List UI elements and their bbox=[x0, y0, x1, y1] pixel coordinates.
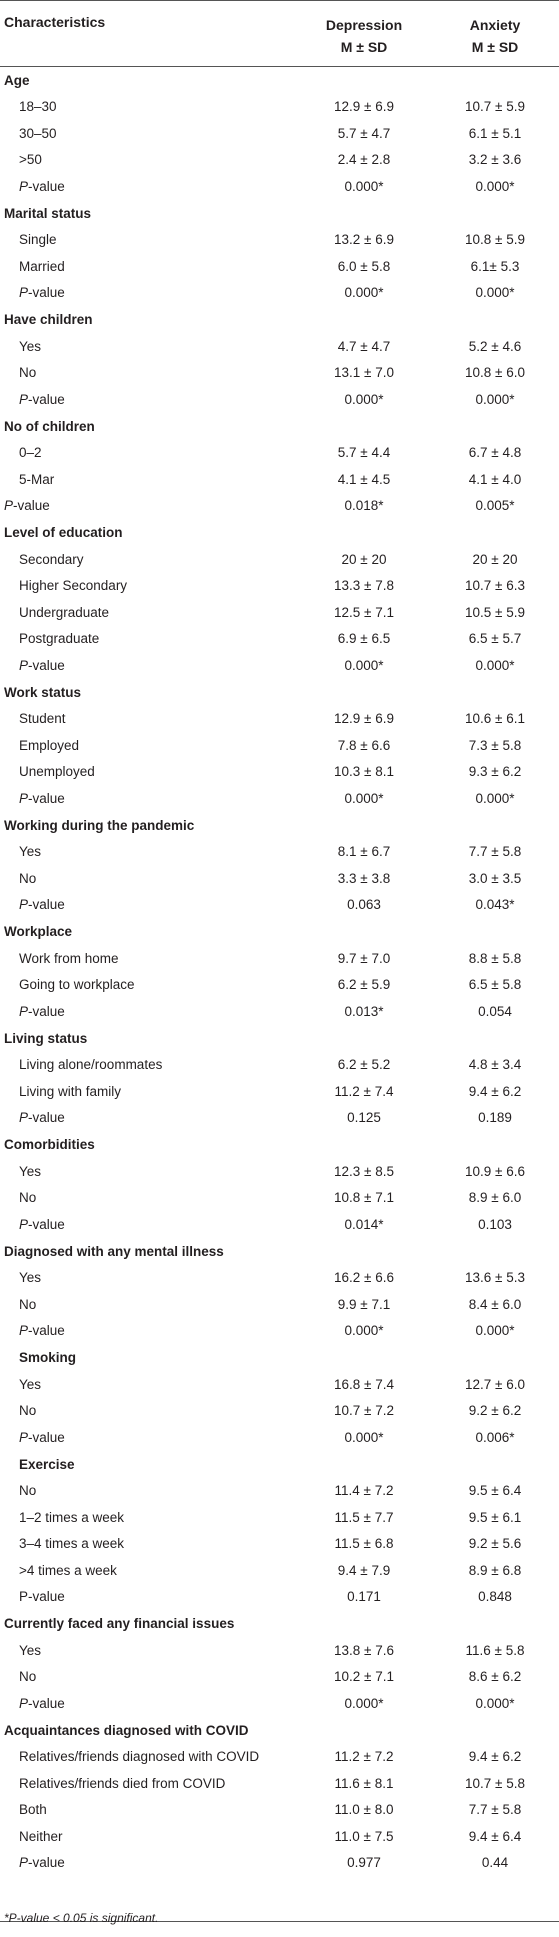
depression-value: 10.8 ± 7.1 bbox=[334, 1190, 394, 1206]
table-row bbox=[0, 945, 559, 972]
depression-value: 9.4 ± 7.9 bbox=[337, 1562, 391, 1578]
depression-value: 12.5 ± 7.1 bbox=[334, 604, 394, 620]
table-row bbox=[0, 147, 559, 174]
table-header-row bbox=[0, 1, 559, 67]
p-suffix: -value bbox=[28, 897, 65, 913]
p-italic: P bbox=[19, 657, 29, 673]
p-value-row bbox=[0, 998, 559, 1025]
depression-value: 9.9 ± 7.1 bbox=[337, 1296, 391, 1312]
p-suffix: -value bbox=[28, 285, 65, 301]
depression-value: 12.3 ± 8.5 bbox=[334, 1163, 394, 1179]
table-row bbox=[0, 227, 559, 254]
depression-value: 0.000* bbox=[344, 1695, 384, 1711]
depression-value: 12.9 ± 6.9 bbox=[334, 99, 394, 115]
p-value-row bbox=[0, 1211, 559, 1238]
p-suffix: -value bbox=[28, 790, 65, 806]
section-header-row bbox=[0, 519, 559, 546]
row-label: Secondary bbox=[19, 551, 84, 567]
row-label: Single bbox=[19, 232, 57, 248]
row-label: Yes bbox=[19, 844, 42, 860]
depression-value: 20 ± 20 bbox=[341, 551, 387, 567]
row-label: Yes bbox=[19, 1376, 42, 1392]
depression-value: 11.0 ± 7.5 bbox=[334, 1828, 394, 1844]
depression-value: 0.000* bbox=[344, 1323, 384, 1339]
depression-value: 16.2 ± 6.6 bbox=[334, 1270, 394, 1286]
table-row bbox=[0, 1797, 559, 1824]
anxiety-value: 10.8 ± 5.9 bbox=[465, 232, 525, 248]
table-row bbox=[0, 253, 559, 280]
depression-value: 6.0 ± 5.8 bbox=[337, 258, 391, 274]
anxiety-value: 0.000* bbox=[475, 391, 515, 407]
header-depression-title: Depression bbox=[325, 17, 403, 33]
depression-value: 0.014* bbox=[344, 1216, 384, 1232]
depression-value: 11.0 ± 8.0 bbox=[334, 1802, 394, 1818]
depression-value: 13.1 ± 7.0 bbox=[334, 365, 394, 381]
section-title: Level of education bbox=[4, 525, 123, 540]
depression-value: 0.063 bbox=[347, 897, 381, 913]
p-suffix: -value bbox=[28, 1695, 65, 1711]
row-label: Neither bbox=[19, 1828, 63, 1844]
anxiety-value: 6.1 ± 5.1 bbox=[468, 125, 522, 141]
p-value-row bbox=[0, 1850, 559, 1877]
section-header-row bbox=[0, 1451, 559, 1478]
row-label: 0–2 bbox=[19, 445, 42, 461]
section-header-row bbox=[0, 812, 559, 839]
row-label: 18–30 bbox=[19, 99, 57, 115]
section-title: Diagnosed with any mental illness bbox=[4, 1243, 224, 1259]
anxiety-value: 10.7 ± 5.8 bbox=[465, 1775, 525, 1791]
p-value-row bbox=[0, 173, 559, 200]
table-row bbox=[0, 573, 559, 600]
section-title: No of children bbox=[4, 418, 95, 434]
section-header-row bbox=[0, 679, 559, 706]
row-label: P-value bbox=[19, 1589, 65, 1605]
depression-value: 7.8 ± 6.6 bbox=[337, 737, 391, 753]
section-header-row bbox=[0, 918, 559, 945]
table-row bbox=[0, 1291, 559, 1318]
anxiety-value: 0.005* bbox=[475, 498, 515, 514]
anxiety-value: 7.7 ± 5.8 bbox=[468, 844, 522, 860]
table-row bbox=[0, 1664, 559, 1691]
row-label: Going to workplace bbox=[19, 977, 135, 993]
table-row bbox=[0, 759, 559, 786]
anxiety-value: 8.6 ± 6.2 bbox=[468, 1669, 522, 1685]
p-value-label bbox=[0, 1424, 297, 1451]
header-characteristics: Characteristics bbox=[4, 14, 106, 30]
table-row bbox=[0, 1557, 559, 1584]
table-row bbox=[0, 599, 559, 626]
row-label: >4 times a week bbox=[19, 1562, 117, 1578]
anxiety-value: 6.5 ± 5.7 bbox=[468, 631, 522, 647]
anxiety-value: 4.8 ± 3.4 bbox=[468, 1057, 522, 1073]
anxiety-value: 9.2 ± 6.2 bbox=[468, 1403, 522, 1419]
anxiety-value: 9.5 ± 6.1 bbox=[468, 1509, 522, 1525]
table-row bbox=[0, 1584, 559, 1611]
depression-value: 0.171 bbox=[347, 1589, 381, 1605]
p-suffix: -value bbox=[28, 1855, 65, 1871]
table-row bbox=[0, 1637, 559, 1664]
table-row bbox=[0, 972, 559, 999]
p-value-label bbox=[0, 652, 297, 679]
p-value-label bbox=[0, 892, 297, 919]
p-value-label bbox=[0, 386, 297, 413]
depression-value: 4.1 ± 4.5 bbox=[337, 471, 391, 487]
anxiety-value: 0.000* bbox=[475, 1695, 515, 1711]
anxiety-value: 0.043* bbox=[475, 897, 515, 913]
row-label: No bbox=[19, 1190, 37, 1206]
row-label: No bbox=[19, 1669, 37, 1685]
row-label: Living alone/roommates bbox=[19, 1057, 163, 1073]
p-value-label bbox=[0, 280, 297, 307]
depression-value: 0.000* bbox=[344, 391, 384, 407]
anxiety-value: 0.054 bbox=[478, 1003, 512, 1019]
table-row bbox=[0, 333, 559, 360]
anxiety-value: 0.000* bbox=[475, 657, 515, 673]
anxiety-value: 0.103 bbox=[478, 1216, 512, 1232]
row-label: Yes bbox=[19, 1270, 42, 1286]
anxiety-value: 11.6 ± 5.8 bbox=[465, 1642, 525, 1658]
depression-value: 10.2 ± 7.1 bbox=[334, 1669, 394, 1685]
depression-value: 16.8 ± 7.4 bbox=[334, 1376, 394, 1392]
section-header-row bbox=[0, 1610, 559, 1637]
row-label: Yes bbox=[19, 1642, 42, 1658]
depression-value: 11.4 ± 7.2 bbox=[334, 1483, 394, 1499]
row-label: 1–2 times a week bbox=[19, 1509, 125, 1525]
row-label: No bbox=[19, 1296, 37, 1312]
p-value-row bbox=[0, 1105, 559, 1132]
depression-value: 13.3 ± 7.8 bbox=[334, 578, 394, 594]
anxiety-value: 9.4 ± 6.2 bbox=[468, 1749, 522, 1765]
depression-value: 6.2 ± 5.2 bbox=[337, 1057, 391, 1073]
table-body bbox=[0, 67, 559, 1877]
table-row bbox=[0, 1371, 559, 1398]
anxiety-value: 8.8 ± 5.8 bbox=[468, 950, 522, 966]
footnote: *P-value < 0.05 is significant. bbox=[4, 1911, 159, 1925]
table-row bbox=[0, 1185, 559, 1212]
section-title: Workplace bbox=[4, 924, 73, 939]
row-label: No bbox=[19, 365, 37, 381]
anxiety-value: 3.2 ± 3.6 bbox=[468, 152, 522, 168]
anxiety-value: 4.1 ± 4.0 bbox=[468, 471, 522, 487]
anxiety-value: 20 ± 20 bbox=[472, 551, 518, 567]
depression-value: 4.7 ± 4.7 bbox=[337, 338, 391, 354]
p-suffix: -value bbox=[28, 657, 65, 673]
section-header-row bbox=[0, 200, 559, 227]
row-label: Living with family bbox=[19, 1083, 122, 1099]
row-label: No bbox=[19, 1403, 37, 1419]
p-suffix: -value bbox=[28, 1429, 65, 1445]
depression-value: 8.1 ± 6.7 bbox=[337, 844, 391, 860]
p-value-label bbox=[0, 1850, 297, 1877]
row-label: Yes bbox=[19, 338, 42, 354]
anxiety-value: 9.2 ± 5.6 bbox=[468, 1536, 522, 1552]
anxiety-value: 10.5 ± 5.9 bbox=[465, 604, 525, 620]
table-row bbox=[0, 1398, 559, 1425]
section-header-row bbox=[0, 67, 559, 94]
section-title: Living status bbox=[4, 1030, 88, 1046]
section-title: Smoking bbox=[19, 1350, 77, 1365]
anxiety-value: 7.3 ± 5.8 bbox=[468, 737, 522, 753]
table-row bbox=[0, 1770, 559, 1797]
depression-value: 2.4 ± 2.8 bbox=[337, 152, 391, 168]
table-row bbox=[0, 1823, 559, 1850]
p-italic: P bbox=[19, 1110, 29, 1126]
anxiety-value: 12.7 ± 6.0 bbox=[465, 1376, 525, 1392]
anxiety-value: 0.000* bbox=[475, 285, 515, 301]
row-label: 30–50 bbox=[19, 125, 57, 141]
p-italic: P bbox=[19, 178, 29, 194]
depression-value: 10.7 ± 7.2 bbox=[334, 1403, 394, 1419]
depression-value: 0.977 bbox=[347, 1855, 381, 1871]
row-label: Yes bbox=[19, 1163, 42, 1179]
p-value-label bbox=[0, 493, 297, 520]
section-header-row bbox=[0, 1238, 559, 1265]
anxiety-value: 10.7 ± 5.9 bbox=[465, 99, 525, 115]
anxiety-value: 9.4 ± 6.4 bbox=[468, 1828, 522, 1844]
row-label: Higher Secondary bbox=[19, 578, 128, 594]
section-header-row bbox=[0, 306, 559, 333]
depression-value: 3.3 ± 3.8 bbox=[337, 870, 391, 886]
anxiety-value: 9.4 ± 6.2 bbox=[468, 1083, 522, 1099]
table-row bbox=[0, 1078, 559, 1105]
section-header-row bbox=[0, 1717, 559, 1744]
section-title: Acquaintances diagnosed with COVID bbox=[4, 1722, 249, 1738]
p-value-row bbox=[0, 652, 559, 679]
depression-value: 11.6 ± 8.1 bbox=[334, 1775, 394, 1791]
anxiety-value: 8.4 ± 6.0 bbox=[468, 1296, 522, 1312]
depression-value: 12.9 ± 6.9 bbox=[334, 711, 394, 727]
row-label: Student bbox=[19, 711, 66, 727]
table-row bbox=[0, 94, 559, 121]
anxiety-value: 6.5 ± 5.8 bbox=[468, 977, 522, 993]
table-row bbox=[0, 546, 559, 573]
p-italic: P bbox=[19, 391, 29, 407]
p-suffix: -value bbox=[28, 391, 65, 407]
depression-value: 0.000* bbox=[344, 1429, 384, 1445]
table-row bbox=[0, 1158, 559, 1185]
row-label: Married bbox=[19, 258, 65, 274]
p-value-row bbox=[0, 280, 559, 307]
anxiety-value: 3.0 ± 3.5 bbox=[468, 870, 522, 886]
p-value-row bbox=[0, 493, 559, 520]
anxiety-value: 0.848 bbox=[478, 1589, 512, 1605]
p-value-row bbox=[0, 785, 559, 812]
table-row bbox=[0, 1478, 559, 1505]
row-label: No bbox=[19, 1483, 37, 1499]
depression-value: 0.000* bbox=[344, 285, 384, 301]
anxiety-value: 7.7 ± 5.8 bbox=[468, 1802, 522, 1818]
p-suffix: -value bbox=[28, 1216, 65, 1232]
table-row bbox=[0, 466, 559, 493]
section-title: Work status bbox=[4, 684, 82, 700]
p-value-row bbox=[0, 1690, 559, 1717]
section-title: Comorbidities bbox=[4, 1137, 95, 1152]
section-title: Working during the pandemic bbox=[4, 817, 195, 833]
anxiety-value: 10.7 ± 6.3 bbox=[465, 578, 525, 594]
section-title: Have children bbox=[4, 312, 93, 327]
p-italic: P bbox=[19, 897, 29, 913]
table-row bbox=[0, 1052, 559, 1079]
row-label: Postgraduate bbox=[19, 631, 100, 647]
anxiety-value: 8.9 ± 6.0 bbox=[468, 1190, 522, 1206]
table-row bbox=[0, 1744, 559, 1771]
depression-value: 0.000* bbox=[344, 178, 384, 194]
section-title: Age bbox=[4, 72, 30, 88]
anxiety-value: 0.189 bbox=[478, 1110, 512, 1126]
p-italic: P bbox=[4, 498, 14, 514]
section-title: Exercise bbox=[19, 1456, 75, 1472]
anxiety-value: 10.9 ± 6.6 bbox=[465, 1163, 525, 1179]
section-header-row bbox=[0, 1025, 559, 1052]
anxiety-value: 6.1± 5.3 bbox=[470, 258, 520, 274]
depression-value: 6.9 ± 6.5 bbox=[337, 631, 391, 647]
p-suffix: -value bbox=[13, 498, 50, 514]
anxiety-value: 0.000* bbox=[475, 178, 515, 194]
p-value-row bbox=[0, 892, 559, 919]
depression-value: 11.2 ± 7.4 bbox=[334, 1083, 394, 1099]
header-depression bbox=[297, 1, 431, 67]
depression-value: 0.013* bbox=[344, 1003, 384, 1019]
table-row bbox=[0, 440, 559, 467]
row-label: Relatives/friends diagnosed with COVID bbox=[19, 1749, 260, 1765]
section-title: Currently faced any financial issues bbox=[4, 1616, 235, 1631]
anxiety-value: 8.9 ± 6.8 bbox=[468, 1562, 522, 1578]
depression-value: 13.8 ± 7.6 bbox=[334, 1642, 394, 1658]
table-row bbox=[0, 1531, 559, 1558]
row-label: Relatives/friends died from COVID bbox=[19, 1775, 226, 1791]
p-suffix: -value bbox=[28, 1110, 65, 1126]
table-row bbox=[0, 706, 559, 733]
section-title: Marital status bbox=[4, 205, 92, 221]
depression-value: 0.018* bbox=[344, 498, 384, 514]
p-italic: P bbox=[19, 790, 29, 806]
table-row bbox=[0, 732, 559, 759]
p-italic: P bbox=[19, 1855, 29, 1871]
anxiety-value: 10.6 ± 6.1 bbox=[465, 711, 525, 727]
anxiety-value: 0.44 bbox=[481, 1855, 509, 1871]
table-row bbox=[0, 839, 559, 866]
depression-value: 11.5 ± 6.8 bbox=[334, 1536, 394, 1552]
p-italic: P bbox=[19, 285, 29, 301]
table-row bbox=[0, 1504, 559, 1531]
p-value-label bbox=[0, 173, 297, 200]
depression-value: 6.2 ± 5.9 bbox=[337, 977, 391, 993]
anxiety-value: 0.006* bbox=[475, 1429, 515, 1445]
section-header-row bbox=[0, 413, 559, 440]
anxiety-value: 0.000* bbox=[475, 790, 515, 806]
anxiety-value: 0.000* bbox=[475, 1323, 515, 1339]
depression-value: 9.7 ± 7.0 bbox=[337, 950, 391, 966]
p-italic: P bbox=[19, 1695, 29, 1711]
p-value-label bbox=[0, 1690, 297, 1717]
section-header-row bbox=[0, 1131, 559, 1158]
row-label: Employed bbox=[19, 737, 80, 753]
row-label: Both bbox=[19, 1802, 47, 1818]
header-anxiety bbox=[431, 1, 559, 67]
p-value-label bbox=[0, 1105, 297, 1132]
table-row bbox=[0, 865, 559, 892]
depression-value: 0.125 bbox=[347, 1110, 381, 1126]
row-label: >50 bbox=[19, 152, 42, 168]
anxiety-value: 5.2 ± 4.6 bbox=[468, 338, 522, 354]
depression-value: 5.7 ± 4.4 bbox=[337, 445, 391, 461]
row-label: Work from home bbox=[19, 950, 119, 966]
depression-value: 10.3 ± 8.1 bbox=[334, 764, 394, 780]
p-value-row bbox=[0, 1318, 559, 1345]
depression-value: 0.000* bbox=[344, 790, 384, 806]
anxiety-value: 10.8 ± 6.0 bbox=[465, 365, 525, 381]
row-label: Undergraduate bbox=[19, 604, 110, 620]
table-row bbox=[0, 1265, 559, 1292]
p-value-label bbox=[0, 998, 297, 1025]
p-value-label bbox=[0, 1318, 297, 1345]
anxiety-value: 9.3 ± 6.2 bbox=[468, 764, 522, 780]
table-row bbox=[0, 120, 559, 147]
header-anxiety-title: Anxiety bbox=[469, 17, 521, 33]
p-value-row bbox=[0, 386, 559, 413]
anxiety-value: 13.6 ± 5.3 bbox=[465, 1270, 525, 1286]
p-suffix: -value bbox=[28, 178, 65, 194]
p-italic: P bbox=[19, 1216, 29, 1232]
depression-value: 0.000* bbox=[344, 657, 384, 673]
header-depression-unit: M ± SD bbox=[340, 39, 388, 55]
p-italic: P bbox=[19, 1003, 29, 1019]
anxiety-value: 9.5 ± 6.4 bbox=[468, 1483, 522, 1499]
row-label: 3–4 times a week bbox=[19, 1536, 125, 1552]
p-value-label bbox=[0, 1211, 297, 1238]
anxiety-value: 6.7 ± 4.8 bbox=[468, 445, 522, 461]
p-value-label bbox=[0, 785, 297, 812]
table-row bbox=[0, 626, 559, 653]
depression-value: 5.7 ± 4.7 bbox=[337, 125, 391, 141]
depression-value: 11.2 ± 7.2 bbox=[334, 1749, 394, 1765]
p-value-row bbox=[0, 1424, 559, 1451]
row-label: 5-Mar bbox=[19, 471, 55, 487]
p-italic: P bbox=[19, 1323, 29, 1339]
p-italic: P bbox=[19, 1429, 29, 1445]
section-header-row bbox=[0, 1344, 559, 1371]
p-suffix: -value bbox=[28, 1003, 65, 1019]
p-suffix: -value bbox=[28, 1323, 65, 1339]
depression-value: 13.2 ± 6.9 bbox=[334, 232, 394, 248]
table-row bbox=[0, 360, 559, 387]
row-label: Unemployed bbox=[19, 764, 95, 780]
depression-value: 11.5 ± 7.7 bbox=[334, 1509, 394, 1525]
row-label: No bbox=[19, 870, 37, 886]
header-anxiety-unit: M ± SD bbox=[471, 39, 519, 55]
